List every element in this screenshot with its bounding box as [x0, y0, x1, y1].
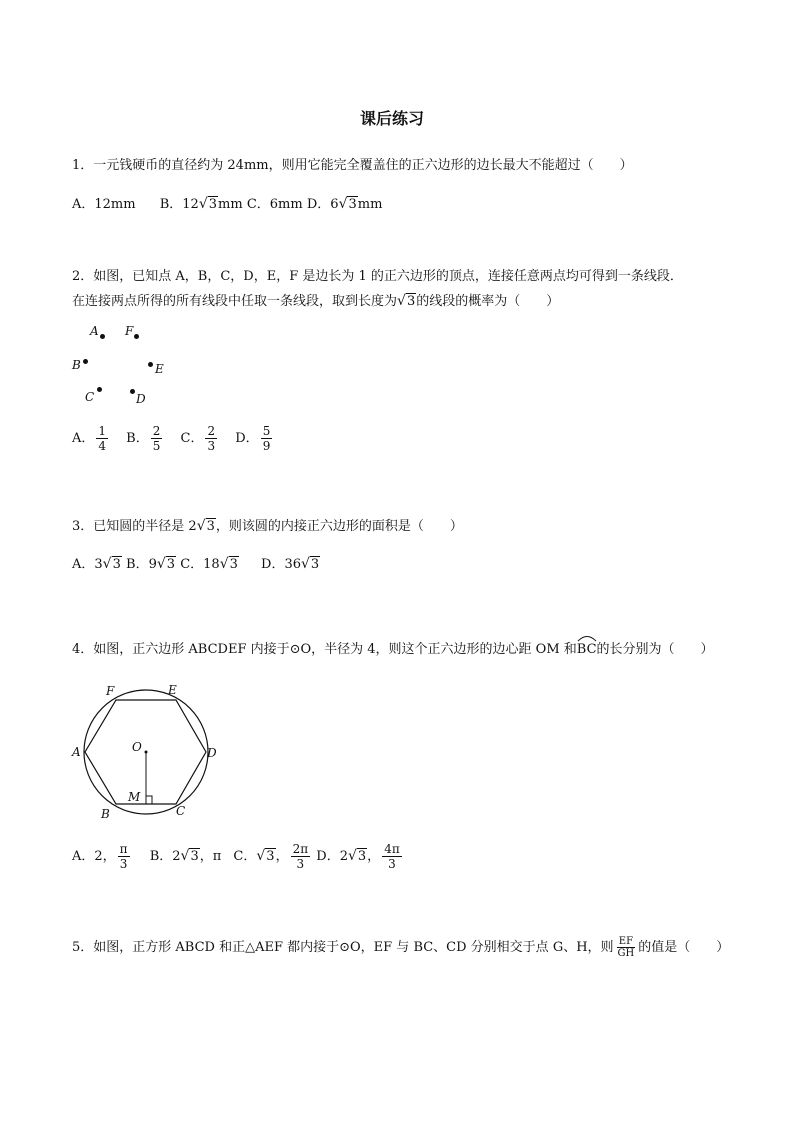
- label-d: D: [207, 746, 217, 760]
- right-angle-mark: [146, 796, 152, 804]
- point-label-a: A: [90, 324, 99, 338]
- point-label-e: E: [155, 362, 164, 376]
- q2-option-d[interactable]: D． $\frac{5}{9}$: [235, 424, 271, 453]
- q2-option-c[interactable]: C． $\frac{2}{3}$: [180, 424, 216, 453]
- point-label-b: B: [72, 358, 81, 372]
- q4-option-b[interactable]: B．2√3，π: [149, 848, 222, 864]
- question-2-options: [72, 424, 274, 453]
- point-label-c: C: [85, 390, 95, 404]
- q3-option-b[interactable]: B．9√3: [126, 556, 176, 572]
- q4-option-d[interactable]: D．2√3， $\frac{4\pi}{3}$: [316, 842, 400, 871]
- center-o-dot: [145, 751, 148, 754]
- question-4-options: [72, 842, 404, 871]
- q3-option-a[interactable]: A．3√3: [72, 556, 121, 572]
- arc-symbol: [577, 634, 597, 642]
- question-3-text: 3．已知圆的半径是 2√3，则该圆的内接正六边形的面积是（ ）: [72, 518, 463, 534]
- point-f-dot: [134, 334, 139, 339]
- point-e-dot: [148, 362, 153, 367]
- question-2-line-2: 在连接两点所得的所有线段中任取一条线段，取到长度为√3的线段的概率为（ ）: [72, 293, 560, 309]
- label-o: O: [132, 740, 142, 754]
- q2-option-b[interactable]: B． $\frac{2}{5}$: [126, 424, 161, 453]
- q2-option-a[interactable]: A． $\frac{1}{4}$: [72, 424, 107, 453]
- q2-hexagon-points-figure: [70, 320, 180, 410]
- q1-option-b[interactable]: B．12√3mm: [159, 196, 243, 212]
- label-c: C: [176, 804, 186, 818]
- question-3-options: [72, 553, 320, 572]
- page-title: 课后练习: [360, 109, 425, 128]
- q1-option-c[interactable]: C．6mm: [246, 197, 303, 212]
- question-2-line-1: 2．如图，已知点 A，B，C，D，E，F 是边长为 1 的正六边形的顶点，连接任意两点均可得到一条线段．: [72, 269, 683, 284]
- q1-option-d[interactable]: D．6√3mm: [306, 196, 383, 212]
- question-5-text: 5．如图，正方形 ABCD 和正△AEF 都内接于⊙O，EF 与 BC、CD 分别相交于点 G、H，则 $\frac{EF}{GH}$ 的值是（ ）: [72, 936, 730, 959]
- point-label-f: F: [125, 324, 134, 338]
- label-e: E: [168, 683, 177, 697]
- question-4-text: 4．如图，正六边形 ABCDEF 内接于⊙O，半径为 4，则这个正六边形的边心距 OM 和 BC的长分别为（ ）: [72, 638, 714, 657]
- q4-option-c[interactable]: C．√3， $\frac{2\pi}{3}$: [233, 842, 309, 871]
- point-d-dot: [130, 389, 135, 394]
- question-1-text: 1．一元钱硬币的直径约为 24mm，则用它能完全覆盖住的正六边形的边长最大不能超过（ ）: [72, 158, 633, 173]
- q3-option-c[interactable]: C．18√3: [180, 556, 238, 572]
- q1-option-a[interactable]: A．12mm: [72, 197, 136, 212]
- q4-hexagon-circle-figure: [68, 680, 228, 825]
- point-c-dot: [97, 387, 102, 392]
- label-m: M: [128, 790, 141, 804]
- point-label-d: D: [136, 392, 146, 406]
- q3-option-d[interactable]: D．36√3: [261, 556, 320, 572]
- label-b: B: [101, 807, 110, 821]
- label-f: F: [106, 684, 115, 698]
- point-a-dot: [100, 334, 105, 339]
- label-a: A: [72, 745, 81, 759]
- q4-option-a[interactable]: A．2， $\frac{\pi}{3}$: [72, 842, 128, 871]
- arc-bc: BC: [577, 638, 597, 657]
- question-1-options: [72, 193, 382, 212]
- point-b-dot: [83, 359, 88, 364]
